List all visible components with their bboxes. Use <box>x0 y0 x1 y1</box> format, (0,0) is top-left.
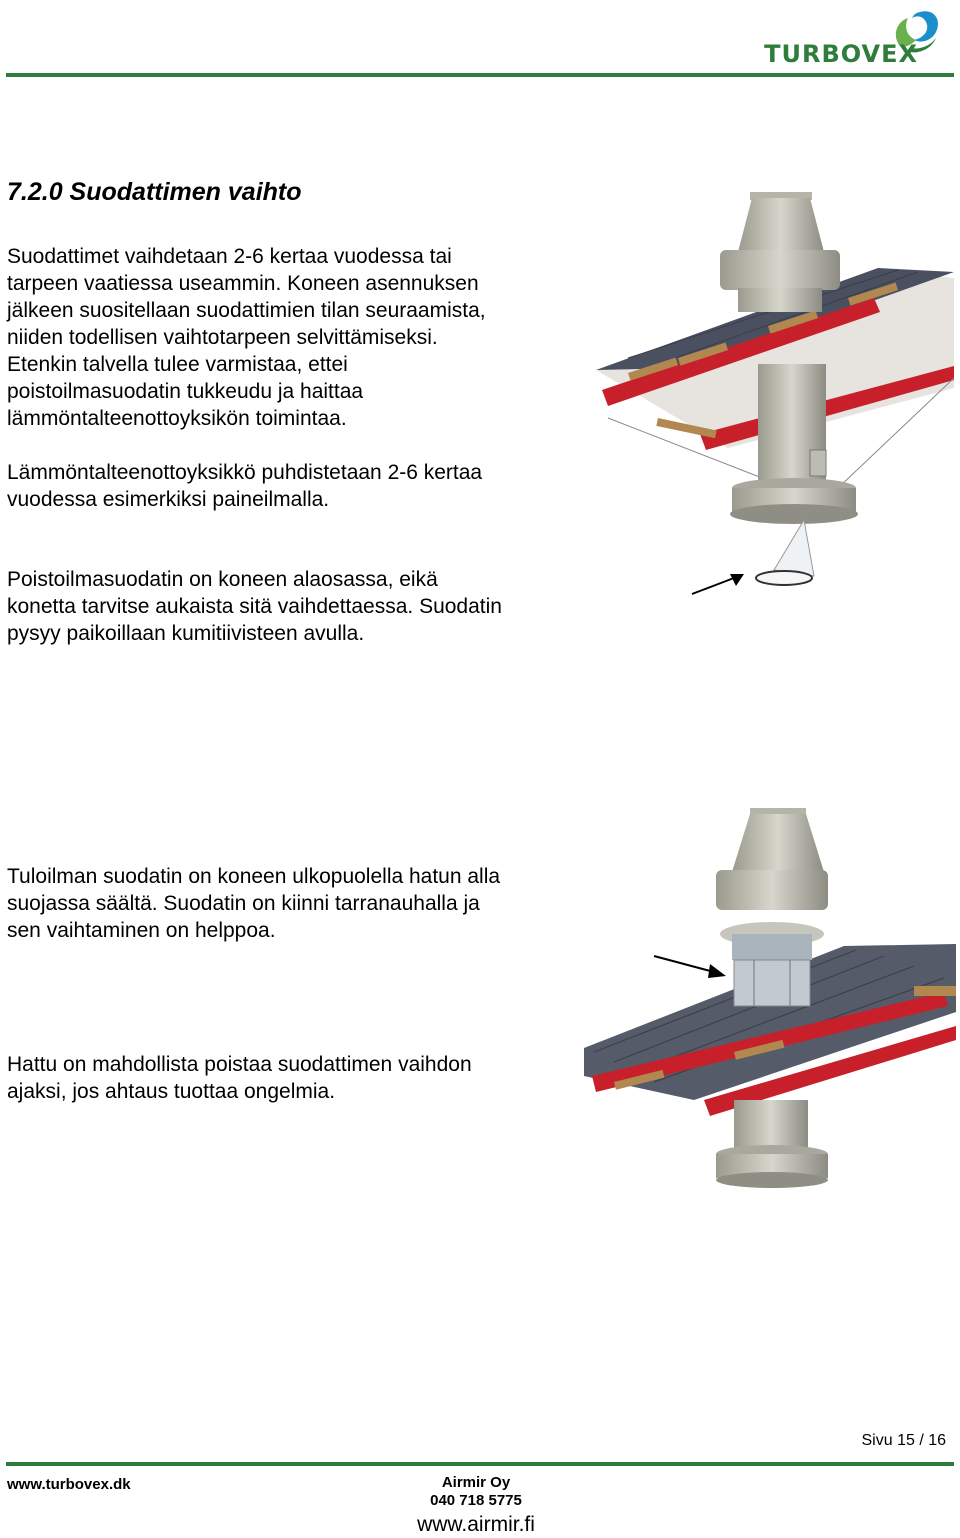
header-divider <box>6 73 954 77</box>
footer-phone: 040 718 5775 <box>430 1492 522 1509</box>
footer-divider <box>6 1462 954 1466</box>
footer-website-turbovex[interactable]: www.turbovex.dk <box>7 1476 131 1493</box>
paragraph-exhaust-filter: Poistoilmasuodatin on koneen alaosassa, eikä konetta tarvitse aukaista sitä vaihdettaessa. Suodatin pysyy paikoillaan kumitiivisteen avulla. <box>7 568 502 645</box>
arrow-to-supply-filter-icon <box>652 952 728 980</box>
footer-website-airmir[interactable]: www.airmir.fi <box>417 1513 535 1536</box>
footer-contact <box>0 1474 952 1538</box>
logo-text: TURBOVEX <box>764 40 918 68</box>
paragraph-heat-recovery: Lämmöntalteenottoyksikkö puhdistetaan 2-6 kertaa vuodessa esimerkiksi paineilmalla. <box>7 461 483 511</box>
turbovex-logo <box>716 6 948 66</box>
page-number: Sivu 15 / 16 <box>861 1432 946 1449</box>
supply-filter-illustration <box>584 800 956 1190</box>
paragraph-hat-removal: Hattu on mahdollista poistaa suodattimen vaihdon ajaksi, jos ahtaus tuottaa ongelmia. <box>7 1053 472 1103</box>
paragraph-supply-filter: Tuloilman suodatin on koneen ulkopuolella hatun alla suojassa säältä. Suodatin on kiinni tarranauhalla ja sen vaihtaminen on helppoa. <box>7 865 501 942</box>
exhaust-filter-illustration <box>588 188 954 598</box>
arrow-to-exhaust-filter-icon <box>690 570 746 596</box>
paragraph-filter-schedule: Suodattimet vaihdetaan 2-6 kertaa vuodessa tai tarpeen vaatiessa useammin. Koneen asennuksen jälkeen suositellaan suodattimien tilan seuraamista, niiden todellisen vaihtotarpeen selvittämiseksi. Etenkin talvella tulee varmistaa, ettei poistoilmasuodatin tukkeudu ja haittaa lämmöntalteenottoyksikön toimintaa. <box>7 245 486 430</box>
footer-company: Airmir Oy <box>441 1474 511 1491</box>
section-title: 7.2.0 Suodattimen vaihto <box>7 178 302 206</box>
